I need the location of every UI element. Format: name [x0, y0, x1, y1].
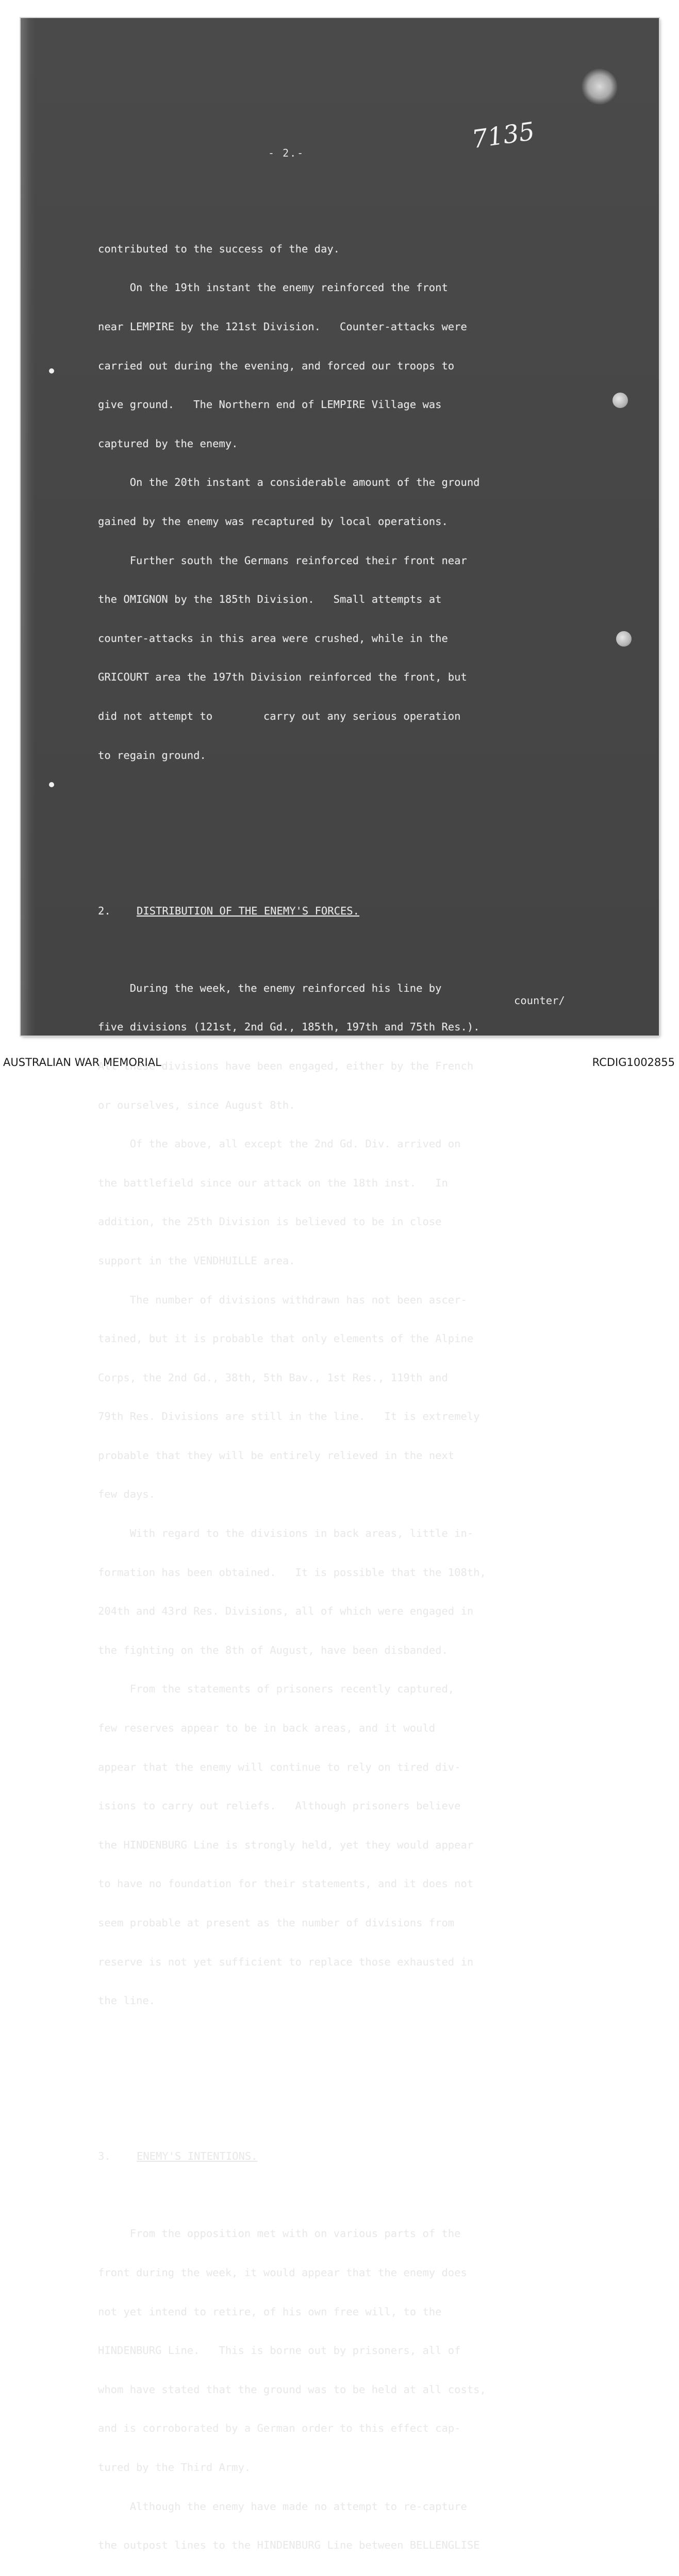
- text-line: give ground. The Northern end of LEMPIRE Village was: [98, 398, 442, 411]
- text-line: the fighting on the 8th of August, have been disbanded.: [98, 1643, 448, 1656]
- archive-id: RCDIG1002855: [592, 1056, 675, 1069]
- text-line: tained, but it is probable that only elements of the Alpine: [98, 1332, 474, 1345]
- text-line: to have no foundation for their statements, and it does not: [98, 1877, 474, 1890]
- text-line: or ourselves, since August 8th.: [98, 1098, 295, 1111]
- section-number: 3.: [98, 2150, 111, 2163]
- paragraph-gap: [98, 2072, 603, 2085]
- paragraph-gap: [98, 827, 603, 840]
- text-line: formation has been obtained. It is possible that the 108th,: [98, 1566, 486, 1579]
- section-heading: [98, 2150, 603, 2163]
- text-line: reserve is not yet sufficient to replace those exhausted in: [98, 1955, 474, 1968]
- text-line: isions to carry out reliefs. Although prisoners believe: [98, 1800, 461, 1812]
- text-line: support in the VENDHUILLE area.: [98, 1254, 295, 1267]
- section-title: DISTRIBUTION OF THE ENEMY'S FORCES.: [137, 904, 359, 917]
- text-line: Further south the Germans reinforced their front near: [98, 554, 467, 567]
- section-heading: [98, 905, 603, 918]
- text-line: 79th Res. Divisions are still in the line. It is extremely: [98, 1410, 480, 1423]
- page-number: - 2.-: [268, 147, 305, 159]
- text-line: gained by the enemy was recaptured by local operations.: [98, 515, 448, 528]
- section-intentions: [98, 2124, 603, 2576]
- text-line: counter-attacks in this area were crushed, while in the: [98, 632, 448, 645]
- document-body: [98, 191, 603, 2576]
- margin-dot: [49, 368, 54, 374]
- text-line: On the 20th instant a considerable amount of the ground: [98, 476, 480, 489]
- punch-hole-bottom: [616, 631, 632, 647]
- text-line: to regain ground.: [98, 749, 206, 761]
- text-line: five divisions (121st, 2nd Gd., 185th, 197th and 75th Res.).: [98, 1021, 480, 1033]
- text-line: the HINDENBURG Line is strongly held, yet they would appear: [98, 1838, 474, 1851]
- text-line: seem probable at present as the number of divisions from: [98, 1917, 455, 1929]
- text-line: The number of divisions withdrawn has not been ascer-: [98, 1293, 467, 1306]
- text-line: HINDENBURG Line. This is borne out by prisoners, all of: [98, 2344, 461, 2357]
- text-line: appear that the enemy will continue to rely on tired div-: [98, 1760, 461, 1773]
- text-line: tured by the Third Army.: [98, 2461, 251, 2473]
- paper-stain: [582, 69, 618, 105]
- paragraph-gap: [98, 943, 603, 956]
- paragraph-gap: [98, 2189, 603, 2201]
- text-line: few reserves appear to be in back areas, and it would: [98, 1722, 436, 1735]
- text-line: 204th and 43rd Res. Divisions, all of which were engaged in: [98, 1605, 474, 1618]
- text-line: the battlefield since our attack on the 18th inst. In: [98, 1176, 448, 1189]
- text-line: captured by the enemy.: [98, 437, 238, 450]
- text-line: GRICOURT area the 197th Division reinforced the front, but: [98, 671, 467, 684]
- section-number: 2.: [98, 904, 111, 917]
- text-line: From the opposition met with on various parts of the: [98, 2227, 461, 2240]
- intro-paragraphs: [98, 216, 603, 788]
- text-line: Of the above, all except the 2nd Gd. Div. arrived on: [98, 1138, 461, 1150]
- text-line: On the 19th instant the enemy reinforced the front: [98, 281, 448, 294]
- text-line: whom have stated that the ground was to be held at all costs,: [98, 2383, 486, 2396]
- text-line: few days.: [98, 1488, 156, 1501]
- margin-dot: [49, 782, 54, 787]
- text-line: Corps, the 2nd Gd., 38th, 5th Bav., 1st Res., 119th and: [98, 1371, 448, 1384]
- text-line: During the week, the enemy reinforced his line by: [98, 981, 442, 994]
- catchword: counter/: [514, 994, 565, 1007]
- text-line: Although the enemy have made no attempt to re-capture: [98, 2500, 467, 2513]
- handwritten-reference-mark: 7135: [470, 116, 537, 155]
- text-line: probable that they will be entirely relieved in the next: [98, 1449, 455, 1462]
- text-line: carried out during the evening, and forced our troops to: [98, 359, 455, 372]
- punch-hole-top: [612, 393, 628, 408]
- text-line: From the statements of prisoners recently captured,: [98, 1683, 455, 1696]
- text-line: the line.: [98, 1994, 156, 2007]
- text-line: the outpost lines to the HINDENBURG Line between BELLENGLISE: [98, 2539, 480, 2552]
- text-line: not yet intend to retire, of his own free will, to the: [98, 2305, 442, 2318]
- text-line: near LEMPIRE by the 121st Division. Counter-attacks were: [98, 320, 467, 333]
- text-line: addition, the 25th Division is believed to be in close: [98, 1215, 442, 1228]
- text-line: front during the week, it would appear that the enemy does: [98, 2266, 467, 2279]
- text-line: and is corroborated by a German order to this effect cap-: [98, 2422, 461, 2435]
- section-title: ENEMY'S INTENTIONS.: [137, 2150, 258, 2163]
- text-line: contributed to the success of the day.: [98, 242, 340, 255]
- text-line: the OMIGNON by the 185th Division. Small attempts at: [98, 593, 442, 606]
- archive-credit: AUSTRALIAN WAR MEMORIAL: [3, 1056, 161, 1069]
- section-distribution: [98, 878, 603, 2033]
- text-line: did not attempt to carry out any serious operation: [98, 709, 461, 722]
- text-line: With regard to the divisions in back areas, little in-: [98, 1527, 474, 1540]
- text-line: All these divisions have been engaged, either by the French: [98, 1059, 474, 1072]
